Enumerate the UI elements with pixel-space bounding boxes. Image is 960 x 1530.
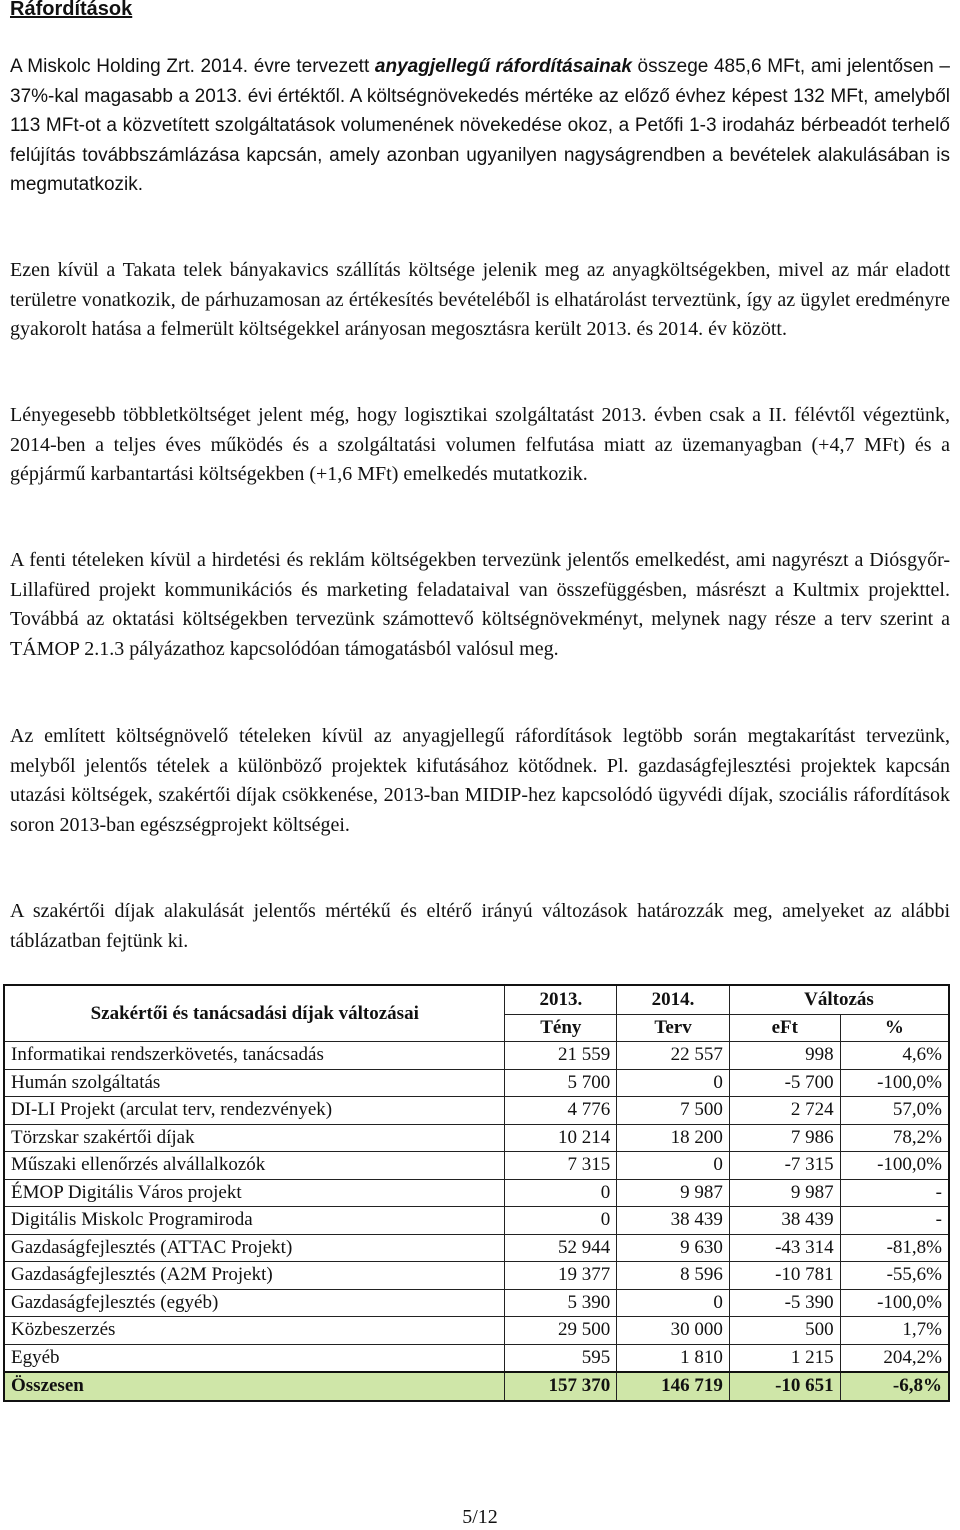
cell-v2014: 9 630: [617, 1234, 730, 1262]
cell-eft: 9 987: [729, 1179, 840, 1207]
header-2013-sub: Tény: [505, 1015, 617, 1042]
row-label: Gazdaságfejlesztés (A2M Projekt): [4, 1262, 505, 1290]
cell-pct: 78,2%: [840, 1124, 949, 1152]
table-row: [4, 1262, 949, 1290]
header-change: Változás: [729, 985, 949, 1015]
table-row: [4, 1097, 949, 1125]
paragraph-3: Lényegesebb többletköltséget jelent még, hogy logisztikai szolgáltatást 2013. évben csak a II. félévtől végeztünk, 2014-ben a teljes éves működés és a szolgáltatási volumen felfutása miatt az üzemanyagban (+4,7 MFt) és a gépjármű karbantartási költségekben (+1,6 MFt) emelkedés mutatkozik.: [10, 404, 950, 485]
cell-v2014: 0: [617, 1069, 730, 1097]
cell-eft: 38 439: [729, 1207, 840, 1235]
cell-v2013: 157 370: [505, 1372, 617, 1401]
header-2013-year: 2013.: [505, 985, 617, 1015]
table-row: [4, 1042, 949, 1070]
cell-eft: 500: [729, 1317, 840, 1345]
row-label: Összesen: [4, 1372, 505, 1401]
cell-eft: 998: [729, 1042, 840, 1070]
row-label: Egyéb: [4, 1344, 505, 1372]
cell-pct: 4,6%: [840, 1042, 949, 1070]
table-row: [4, 1179, 949, 1207]
row-label: Gazdaságfejlesztés (egyéb): [4, 1289, 505, 1317]
paragraph-5: Az említett költségnövelő tételeken kívül az anyagjellegű ráfordítások legtöbb során megtakarítást tervezünk, melyből jelentős tételek a különböző projektek kifutásához kötődnek. Pl. gazdaságfejlesztési projektek kapcsán utazási költségek, szakértői díjak csökkenése, 2013-ban MIDIP-hez kapcsolódó ügyvédi díjak, szociális ráfordítások soron 2013-ban egészségprojekt költségei.: [10, 725, 950, 836]
cell-v2014: 18 200: [617, 1124, 730, 1152]
cell-eft: -10 781: [729, 1262, 840, 1290]
cell-v2014: 38 439: [617, 1207, 730, 1235]
fees-table: [3, 984, 950, 1402]
cell-eft: 2 724: [729, 1097, 840, 1125]
cell-v2014: 7 500: [617, 1097, 730, 1125]
cell-pct: -81,8%: [840, 1234, 949, 1262]
table-total-row: [4, 1372, 949, 1401]
row-label: Törzskar szakértői díjak: [4, 1124, 505, 1152]
cell-eft: -5 700: [729, 1069, 840, 1097]
cell-v2014: 30 000: [617, 1317, 730, 1345]
row-label: ÉMOP Digitális Város projekt: [4, 1179, 505, 1207]
page-number: 5/12: [462, 1506, 498, 1528]
p1-emphasis: anyagjellegű ráfordításainak: [374, 56, 632, 77]
cell-eft: -5 390: [729, 1289, 840, 1317]
cell-pct: -100,0%: [840, 1069, 949, 1097]
cell-v2014: 9 987: [617, 1179, 730, 1207]
header-2014-year: 2014.: [617, 985, 730, 1015]
fees-table-body: [4, 1042, 949, 1401]
row-label: Digitális Miskolc Programiroda: [4, 1207, 505, 1235]
table-row: [4, 1234, 949, 1262]
paragraph-2: Ezen kívül a Takata telek bányakavics szállítás költsége jelenik meg az anyagköltségekben, mivel az már eladott területre vonatkozik, de párhuzamosan az értékesítés bevételéből is elhatárolást terveztünk, így az ügylet eredményre gyakorolt hatása a felmerült költségekkel arányosan megosztásra került 2013. és 2014. év között.: [10, 259, 950, 340]
cell-v2013: 52 944: [505, 1234, 617, 1262]
p1-start: A Miskolc Holding Zrt. 2014. évre tervezett: [10, 56, 375, 77]
row-label: DI-LI Projekt (arculat terv, rendezvények): [4, 1097, 505, 1125]
cell-v2013: 0: [505, 1207, 617, 1235]
table-row: [4, 1152, 949, 1180]
table-row: [4, 1207, 949, 1235]
cell-pct: 1,7%: [840, 1317, 949, 1345]
row-label: Közbeszerzés: [4, 1317, 505, 1345]
cell-v2014: 0: [617, 1152, 730, 1180]
cell-pct: -100,0%: [840, 1152, 949, 1180]
cell-v2014: 22 557: [617, 1042, 730, 1070]
cell-v2013: 29 500: [505, 1317, 617, 1345]
cell-pct: -6,8%: [840, 1372, 949, 1401]
cell-v2014: 8 596: [617, 1262, 730, 1290]
table-row: [4, 1289, 949, 1317]
paragraph-6: A szakértői díjak alakulását jelentős mértékű és eltérő irányú változások határozzák meg, amelyeket az alábbi táblázatban fejtünk ki.: [10, 900, 950, 952]
paragraph-4: A fenti tételeken kívül a hirdetési és reklám költségekben tervezünk jelentős emelkedést, ami nagyrészt a Diósgyőr-Lillafüred projekt kommunikációs és marketing feladataival van összefüggésben, másrészt a Kultmix projekttel. Továbbá az oktatási költségekben tervezünk számottevő költségnövekményt, melynek nagy része a terv szerint a TÁMOP 2.1.3 pályázathoz kapcsolódóan támogatásból valósul meg.: [10, 549, 950, 660]
table-row: [4, 1344, 949, 1372]
cell-v2013: 21 559: [505, 1042, 617, 1070]
cell-v2013: 4 776: [505, 1097, 617, 1125]
cell-v2013: 7 315: [505, 1152, 617, 1180]
header-2014-sub: Terv: [617, 1015, 730, 1042]
cell-eft: -43 314: [729, 1234, 840, 1262]
cell-pct: -: [840, 1207, 949, 1235]
cell-eft: -7 315: [729, 1152, 840, 1180]
row-label: Gazdaságfejlesztés (ATTAC Projekt): [4, 1234, 505, 1262]
cell-v2014: 146 719: [617, 1372, 730, 1401]
cell-v2013: 10 214: [505, 1124, 617, 1152]
cell-pct: -100,0%: [840, 1289, 949, 1317]
row-label: Műszaki ellenőrzés alvállalkozók: [4, 1152, 505, 1180]
cell-v2013: 5 390: [505, 1289, 617, 1317]
cell-v2013: 19 377: [505, 1262, 617, 1290]
cell-eft: 7 986: [729, 1124, 840, 1152]
cell-v2013: 5 700: [505, 1069, 617, 1097]
table-row: [4, 1124, 949, 1152]
cell-v2013: 0: [505, 1179, 617, 1207]
cell-eft: 1 215: [729, 1344, 840, 1372]
cell-v2013: 595: [505, 1344, 617, 1372]
cell-pct: -: [840, 1179, 949, 1207]
cell-eft: -10 651: [729, 1372, 840, 1401]
paragraph-1: [10, 52, 950, 200]
header-pct: %: [840, 1015, 949, 1042]
table-row: [4, 1317, 949, 1345]
table-row: [4, 1069, 949, 1097]
cell-v2014: 0: [617, 1289, 730, 1317]
cell-pct: 204,2%: [840, 1344, 949, 1372]
cell-pct: 57,0%: [840, 1097, 949, 1125]
p1-end: összege 485,6 MFt, ami jelentősen – 37%-kal magasabb a 2013. évi értéktől. A költségnövekedés mértéke az előző évhez képest 132 MFt, amelyből 113 MFt-ot a közvetített szolgáltatások volumenének növekedése okoz, a Petőfi 1-3 irodaház bérbeadót terhelő felújítás továbbszámlázása kapcsán, amely azonban ugyanilyen nagyságrendben a bevételek alakulásában is megmutatkozik.: [10, 56, 950, 195]
cell-pct: -55,6%: [840, 1262, 949, 1290]
table-title: Szakértői és tanácsadási díjak változásai: [4, 985, 505, 1042]
row-label: Informatikai rendszerkövetés, tanácsadás: [4, 1042, 505, 1070]
header-eft: eFt: [729, 1015, 840, 1042]
section-title: Ráfordítások: [10, 0, 133, 20]
cell-v2014: 1 810: [617, 1344, 730, 1372]
row-label: Humán szolgáltatás: [4, 1069, 505, 1097]
